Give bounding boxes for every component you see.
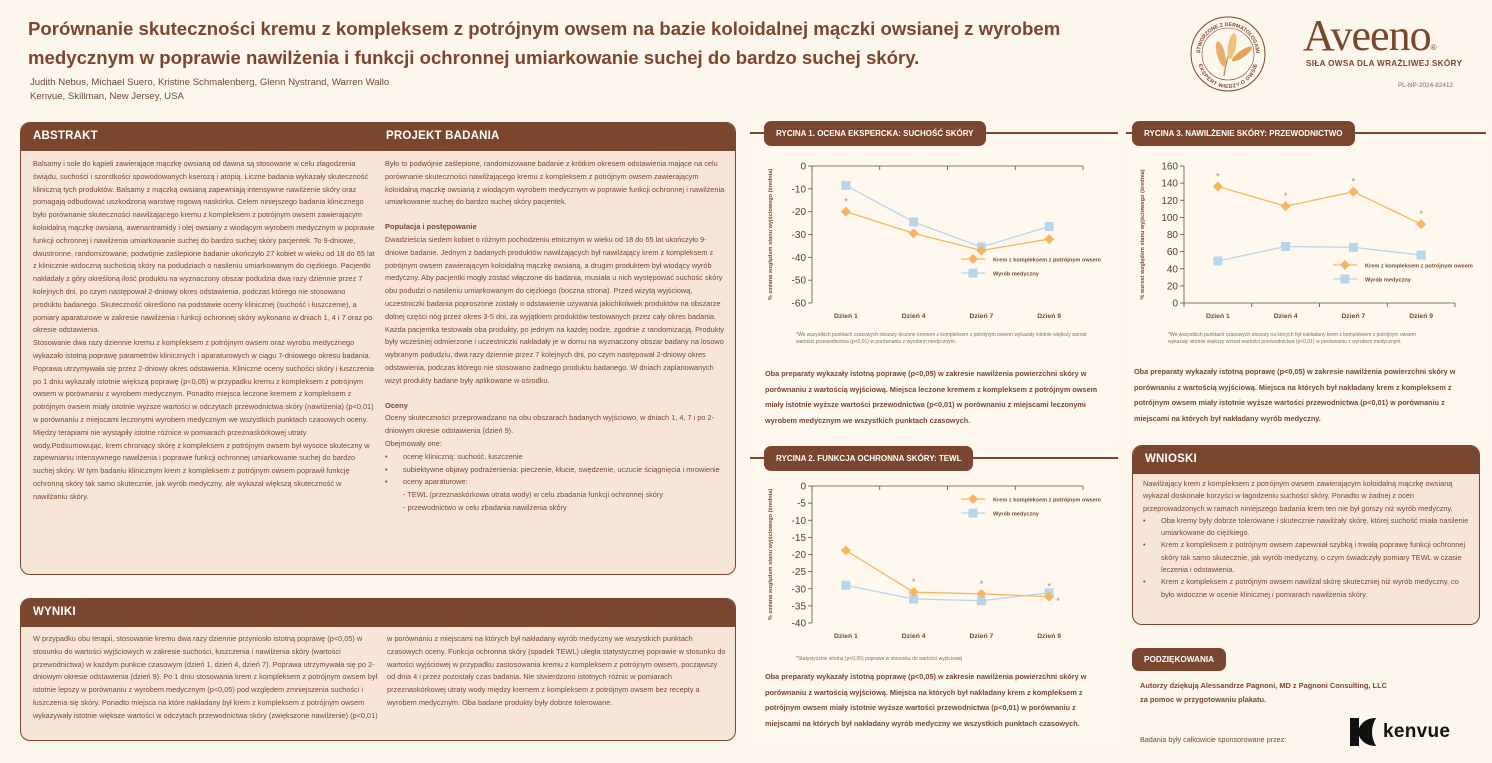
affiliation: Kenvue, Skillman, New Jersey, USA	[30, 91, 184, 102]
list-item: • Krem z kompleksem z potrójnym owsem zapewniał szybką i trwałą poprawę funkcji ochronnej skóry tak samo skutecznie, jak wyrób medyczny, o czym świadczyły pomiary TEWL w czasie leczenia i odstawienia.	[1143, 539, 1473, 576]
kenvue-k-icon	[1350, 718, 1376, 746]
acknowledgements-text: Autorzy dziękują Alessandrze Pagnoni, MD z Pagnoni Consulting, LLC za pomoc w przygotowaniu plakatu.	[1140, 681, 1387, 704]
y-tick-label: -20	[791, 550, 806, 561]
legend-label: Krem z kompleksem z potrójnym owsem	[1365, 263, 1473, 270]
x-tick-label: Dzień 4	[901, 313, 926, 320]
data-point	[1281, 242, 1290, 251]
y-tick-label: 120	[1161, 195, 1178, 207]
y-tick-label: -20	[791, 207, 806, 219]
data-point	[1044, 234, 1054, 244]
y-tick-label: -60	[791, 298, 806, 310]
population-text: Dwadzieścia siedem kobiet o różnym pochodzeniu etnicznym w wieku od 18 do 65 lat ukończyło 9-dniowe badanie. Jednym z badanych produktów nawilżających był nawilżający krem z kompleksem z potrójnym owsem zawierającym koloidalną mączkę owsianą, a drugim produktem był wiodący wyrób medyczny. Aby pacjentki mogły zostać włączone do badania, musiała u nich występować suchość skóry obu podudzi o nasileniu umiarkowanym do ciężkiego (boczna strona). Przed wizytą wyjściową, uczestniczki badania poproszone zostały o odstawienie używania jakichkolwiek produktów na obszarze dolnej części nóg przez okres 3-5 dni, za wyjątkiem produktów testowanych przez cały okres badania.	[385, 234, 723, 321]
assessments-heading: Oceny	[385, 400, 408, 410]
y-tick-label: -50	[791, 275, 806, 287]
data-point	[1348, 187, 1358, 197]
y-tick-label: -30	[791, 584, 806, 596]
data-point	[841, 207, 851, 217]
document-code: PL-NP-2024-82412	[1398, 82, 1454, 89]
series-line-1	[846, 185, 1049, 247]
assessments-intro: Obejmowały one:	[385, 438, 442, 448]
tagline: SIŁA OWSA DLA WRAŻLIWEJ SKÓRY	[1306, 59, 1463, 68]
x-tick-label: Dzień 1	[833, 313, 858, 320]
x-tick-label: Dzień 9	[1037, 313, 1062, 320]
y-tick-label: 0	[800, 161, 806, 173]
conclusions-title: WNIOSKI	[1145, 453, 1197, 465]
figure-2-title: RYCINA 2. FUNKCJA OCHRONNA SKÓRY: TEWL	[764, 446, 973, 471]
abstract-title: ABSTRAKT	[33, 130, 98, 142]
conclusions-panel	[1132, 445, 1480, 625]
figure-1-footnote: *We wszystkich punktach czasowych obszary leczone kremem z kompleksem z potrójnym owsem wykazały istotnie większy wzrost wartości przewodnictwa (p<0,01) w porównaniu z wyrobem medycznym.	[796, 332, 1087, 345]
x-tick-label: Dzień 7	[969, 633, 994, 640]
data-point	[1213, 182, 1223, 192]
y-tick-label: -40	[791, 252, 806, 264]
panel-header	[21, 599, 735, 627]
series-line-0	[846, 212, 1049, 251]
y-tick-label: -35	[791, 601, 806, 613]
abstract-text	[33, 158, 375, 504]
brand-name: Aveeno	[1303, 11, 1431, 60]
authors: Judith Nebus, Michael Suero, Kristine Schmalenberg, Glenn Nystrand, Warren Wallo	[30, 77, 390, 88]
legend-label: Krem z kompleksem z potrójnym owsem	[993, 497, 1101, 504]
assessments-list	[385, 451, 729, 515]
x-tick-label: Dzień 9	[1037, 633, 1062, 640]
design-title: PROJEKT BADANIA	[386, 130, 500, 142]
y-tick-label: 140	[1161, 178, 1178, 190]
design-intro: Było to podwójnie zaślepione, randomizowane badanie z krótkim okresem odstawienia mające na celu porównanie skuteczności nawilżającego kremu z kompleksem z potrójnym owsem zawierającym koloidalną mączkę owsianą z wiodącym wyrobem medycznym w poprawie funkcji ochronnej i nawilżenia umiarkowanie suchej do bardzo suchej skóry pacjentek.	[385, 159, 725, 207]
conclusions-text	[1143, 478, 1473, 601]
registered-mark: ®	[1430, 43, 1437, 52]
y-tick-label: -5	[797, 498, 806, 510]
series-line-1	[1218, 246, 1421, 261]
abstract-paragraph: Stosowanie dwa razy dziennie kremu z kompleksem z potrójnym owsem oraz wyrobu medycznego wykazało istotną poprawę parametrów klinicznych i aparaturowych w ciągu 7-dniowego okresu badania. Poprawa utrzymywała się przez 2-dniowy okres odstawienia. Kliniczne oceny suchości skóry i łuszczenia po 1 dniu wykazały istotnie większą poprawę (p<0,05) w przypadku kremu z kompleksem z potrójnym owsem w porównaniu z wyrobem medycznym. Ponadto miejsca leczone kremem z kompleksem z potrójnym owsem miały istotnie wyższe wartości w odczytach przewodnictwa skóry (nawilżenia) (p<0,01) w porównaniu z miejscami leczonymi wyrobem medycznym we wszystkich punktach czasowych oceny. Między terapiami nie wystąpiły istotne różnice w pomiarach przeznaskórkowej utraty wody.Podsumowując, krem chroniący skórę z kompleksem z potrójnym owsem był wysoce skuteczny w zapewnianiu intensywnego nawilżenia i poprawie funkcji ochronnej umiarkowanie suchej do bardzo suchej skóry. W tym badaniu klinicznym krem z kompleksem z potrójnym owsem poprawił funkcję ochronną skóry tak samo skutecznie, jak wyrób medyczny, ale wykazał większą skuteczność w nawilżaniu skóry.	[33, 338, 374, 501]
significance-star: *	[1216, 171, 1220, 182]
significance-star: *	[1056, 595, 1060, 606]
data-point	[841, 181, 850, 190]
legend-label: Wyrób medyczny	[993, 511, 1039, 518]
sub-list-item: - TEWL (przeznaskórkowa utrata wody) w celu zbadania funkcji ochronnej skóry	[403, 490, 663, 500]
data-point	[1349, 243, 1358, 252]
design-text	[385, 158, 729, 515]
legend-marker	[1340, 260, 1350, 270]
list-item: • subiektywne objawy podrażenienia: pieczenie, kłucie, swędzenie, uczucie ściągnięcia i mrowienie	[385, 464, 729, 477]
y-tick-label: 40	[1166, 264, 1178, 276]
series-line-0	[1218, 187, 1421, 225]
legend-marker	[969, 269, 978, 278]
data-point	[1416, 219, 1426, 229]
figure-3-title: RYCINA 3. NAWILŻENIE SKÓRY: PRZEWODNICTWO	[1132, 121, 1355, 146]
kenvue-logo	[1350, 718, 1450, 746]
figure-1-summary: Oba preparaty wykazały istotną poprawę (p<0,05) w zakresie nawilżenia powierzchni skóry w porównaniu z wartością wyjściową. Miejsca leczone kremem z kompleksem z potrójnym owsem miały istotnie wyższe wartości przewodnictwa (p<0,01) w porównaniu z miejscami leczonymi wyrobem medycznym we wszystkich punktach czasowych.	[765, 369, 1098, 425]
figure-2-summary: Oba preparaty wykazały istotną poprawę (p<0,05) w zakresie nawilżenia powierzchni skóry w porównaniu z wartością wyjściową. Miejsca na których był nakładany krem z kompleksem z potrójnym owsem miały istotnie wyższe wartości przewodnictwa (p<0,01) w porównaniu z miejscami na których był nakładany wyrób medyczny we wszystkich punktach czasowych.	[765, 672, 1087, 728]
sub-list-item: - przewodnictwo w celu zbadania nawilżenia skóry	[403, 502, 567, 512]
y-tick-label: 160	[1161, 161, 1178, 173]
y-tick-label: 0	[800, 481, 806, 493]
y-axis-label: % wzrost względem stanu wyjściowego (średnia)	[1140, 169, 1146, 300]
y-axis-label: % zmiana względem stanu wyjściowego (średnia)	[768, 488, 774, 621]
conclusions-list	[1143, 515, 1473, 601]
poster-title: Porównanie skuteczności kremu z kompleksem z potrójnym owsem na bazie koloidalnej mączki owsianej z wyrobem medycznym w poprawie nawilżenia i funkcji ochronnej umiarkowanie suchej do bardzo suchej skóry.	[28, 18, 1061, 68]
x-tick-label: Dzień 7	[1341, 313, 1366, 320]
population-heading: Populacja i postępowanie	[385, 222, 477, 232]
seal-top-text: STWORZONE Z DERMATOLOGAMI	[1195, 21, 1260, 54]
significance-star: *	[1047, 581, 1051, 592]
significance-star: *	[911, 577, 916, 588]
list-item: • oceny aparaturowe:	[385, 476, 729, 489]
significance-star: *	[1283, 191, 1288, 202]
x-tick-label: Dzień 4	[1273, 313, 1298, 320]
results-title: WYNIKI	[33, 606, 76, 618]
abstract-paragraph: Balsamy i sole do kąpieli zawierające mączkę owsianą od dawna są stosowane w celu złagodzenia świądu, suchości i szorstkości spowodowanych kserozą i atopią. Liczne badania wykazały skuteczność kliniczną tych produktów. Balsamy z mączką owsianą zapewniają intensywne nawilżenie skóry oraz pomagają odbudować uszkodzoną warstwę rogową naskórka. Celem niniejszego badania klinicznego było porównanie skuteczności nawilżającego kremu z kompleksem z potrójnym owsem zawierającym koloidalną mączkę owsianą, awenantramidy i olej owsiany z wiodącym wyrobem medycznym w poprawie funkcji ochronnej i nawilżenia umiarkowanie suchej do bardzo suchej skóry pacjentek. To 9-dniowe, dwustronne, randomizowane, podwójnie zaślepione badanie ukończyło 27 kobiet w wieku od 18 do 65 lat z klinicznie widoczną suchością skóry na podudziach o nasileniu umiarkowanym do ciężkiego. Pacjentki nakładały z góry określoną ilość produktu na wyznaczony obszar podudzia dwa razy dziennie przez 7 kolejnych dni, po czym następował 2-dniowy okres odstawienia, podczas którego nie stosowano produktu badanego. Skuteczność określono na podstawie oceny klinicznej (suchość i łuszczenie), a pomiary aparaturowe w zakresie nawilżenia i funkcji ochronnej skóry wykonano w dniach 1, 4 i 7 oraz po okresie odstawienia.	[33, 159, 375, 335]
acknowledgements-title: PODZIĘKOWANIA	[1132, 648, 1226, 671]
x-tick-label: Dzień 4	[901, 633, 926, 640]
y-axis-label: % zmiana względem stanu wyjściowego (średnia)	[768, 168, 774, 301]
data-point	[1213, 257, 1222, 266]
results-panel	[20, 598, 736, 741]
svg-text:EKSPERT WIEDZY O OWSIE	[1197, 63, 1260, 90]
conclusions-intro: Nawilżający krem z kompleksem z potrójnym owsem zawierającym koloidalną mączkę owsianą wykazał doskonałe korzyści w łagodzeniu suchości skóry. Ponadto w żadnej z ocen przeprowadzonych w ramach niniejszego badania krem ten nie był gorszy niż wyrób medyczny.	[1143, 479, 1453, 513]
panel-header	[21, 123, 735, 151]
x-tick-label: Dzień 1	[1205, 313, 1230, 320]
abstract-design-panel	[20, 122, 736, 575]
legend-marker	[968, 494, 978, 504]
assessments-text: Oceny skuteczności przeprowadzano na obu obszarach badanych wyjściowo, w dniach 1, 4, 7 i po 2-dniowym okresie odstawienia (dzień 9).	[385, 413, 715, 436]
figure-3-chart	[1130, 155, 1480, 355]
y-tick-label: -10	[791, 184, 806, 196]
dermatologist-seal-logo	[1188, 14, 1268, 94]
series-line-0	[846, 550, 1049, 596]
list-item: • ocenę kliniczną: suchość, łuszczenie	[385, 451, 729, 464]
y-tick-label: -10	[791, 515, 806, 527]
population-text: Każda pacjentka testowała oba produkty, po jednym na każdej nodze, zgodnie z randomizacją. Produkty były wcześniej odmierzone i uczestniczki nakładały je w domu na wyznaczony obszar badany na losowo wybranym podudziu, dwa razy dziennie przez 7 kolejnych dni, po czym następował 2-dniowy okres odstawienia, podczas którego nie stosowano żadnego produktu badanego. W dniach zaplanowanych wizyt produkty badane były aplikowane w ośrodku.	[385, 324, 725, 385]
figure-2-chart	[758, 475, 1108, 675]
oat-icon	[1214, 33, 1254, 76]
figure-1	[750, 120, 1118, 440]
sponsor-text: Badania były całkowicie sponsorowane przez:	[1140, 735, 1287, 744]
legend-label: Wyrób medyczny	[1365, 277, 1411, 284]
y-tick-label: 60	[1166, 247, 1178, 259]
legend-label: Krem z kompleksem z potrójnym owsem	[993, 257, 1101, 264]
y-tick-label: -30	[791, 230, 806, 241]
y-tick-label: 0	[1172, 298, 1178, 310]
data-point	[1281, 201, 1291, 211]
figure-3-summary: Oba preparaty wykazały istotną poprawę (p<0,05) w zakresie nawilżenia powierzchni skóry w porównaniu z wartością wyjściową. Miejsca na których był nakładany krem z kompleksem z potrójnym owsem miały istotnie wyższe wartości przewodnictwa (p<0,01) w porównaniu z miejscami na których był nakładany wyrób medyczny.	[1134, 367, 1456, 423]
legend-label: Wyrób medyczny	[993, 271, 1039, 278]
data-point	[909, 217, 918, 226]
seal-bottom-text: EKSPERT WIEDZY O OWSIE	[1196, 63, 1260, 91]
significance-star: *	[844, 196, 848, 207]
data-point	[841, 545, 851, 555]
y-tick-label: -25	[791, 567, 806, 579]
data-point	[1417, 251, 1426, 260]
results-col-1: W przypadku obu terapii, stosowanie kremu dwa razy dziennie przyniosło istotną poprawę (p<0,05) w stosunku do wartości wyjściowych w zakresie suchości, łuszczenia i nawilżenia skóry (wartości przewodnictwa) w każdym punkcie czasowym (dzień 1, dzień 4, dzień 7). Poprawa utrzymywała się po 2-dniowym okresie odstawienia (dzień 9). Po 1 dniu stosowania krem z kompleksem z potrójnym owsem był istotnie lepszy w porównaniu z wyrobem medycznym (p<0,05) pod względem zmniejszenia suchości i łuszczenia się skóry. Ponadto miejsca na które nakładany był krem z kompleksem z potrójnym owsem wykazywały istotnie większe wartości w odczytach przewodnictwa skóry (zwiększone nawilżenie) (p<0,01)	[33, 634, 378, 720]
figure-1-chart	[758, 155, 1108, 355]
figure-2-footnote: *Statystycznie istotna (p<0,05) poprawa w stosunku do wartości wyjściowej	[796, 656, 963, 662]
x-tick-label: Dzień 9	[1409, 313, 1434, 320]
significance-star: *	[979, 578, 984, 589]
authors-block	[30, 76, 389, 104]
list-item: • Oba kremy były dobrze tolerowane i skutecznie nawilżały skórę, której suchość miała nasilenie umiarkowane do ciężkiego.	[1143, 515, 1473, 540]
list-item: • Krem z kompleksem z potrójnym owsem nawilżał skórę skuteczniej niż wyrób medyczny, co było widoczne w ocenie klinicznej i pomiarach nawilżenia skóry.	[1143, 576, 1473, 601]
legend-marker	[968, 254, 978, 264]
y-tick-label: 20	[1166, 281, 1178, 293]
x-tick-label: Dzień 7	[969, 313, 994, 320]
significance-star: *	[1351, 176, 1356, 187]
y-tick-label: -15	[791, 532, 806, 544]
x-tick-label: Dzień 1	[833, 633, 858, 640]
panel-header	[1133, 446, 1479, 474]
legend-marker	[1341, 275, 1350, 284]
legend-marker	[969, 509, 978, 518]
figure-1-title: RYCINA 1. OCENA EKSPERCKA: SUCHOŚĆ SKÓRY	[764, 121, 986, 146]
kenvue-wordmark: kenvue	[1383, 721, 1451, 742]
significance-star: *	[1419, 209, 1423, 220]
figure-3-footnote: *We wszystkich punktach czasowych obszary na których był nakładany krem z kompleksem z potrójnym owsem wykazały istotnie większy wzrost wartości przewodnictwa (p<0,01) w porównaniu z wyrobem medycznym.	[1168, 332, 1416, 345]
data-point	[909, 228, 919, 238]
y-tick-label: 100	[1161, 212, 1178, 224]
y-tick-label: 80	[1166, 230, 1178, 241]
figure-2	[750, 445, 1118, 745]
figure-3	[1126, 120, 1486, 440]
aveeno-logo	[1303, 10, 1483, 61]
results-col-2: w porównaniu z miejscami na których był nakładany wyrób medyczny we wszystkich punktach czasowych oceny. Funkcja ochronna skóry (spadek TEWL) uległa statystycznej poprawie w stosunku do wartości wyjściowej w przypadku zastosowania kremu z kompleksem z potrójnym owsem, począwszy od dnia 4 i przez pozostały czas badania. Nie stwierdzono istotnych różnic w pomiarach przeznaskórkowej utraty wody między kremem z kompleksem z potrójnym owsem bez recepty a wyrobem medycznym. Oba badane produkty były dobrze tolerowane.	[387, 634, 726, 707]
y-tick-label: -40	[791, 618, 806, 630]
data-point	[841, 581, 850, 590]
data-point	[1045, 222, 1054, 231]
